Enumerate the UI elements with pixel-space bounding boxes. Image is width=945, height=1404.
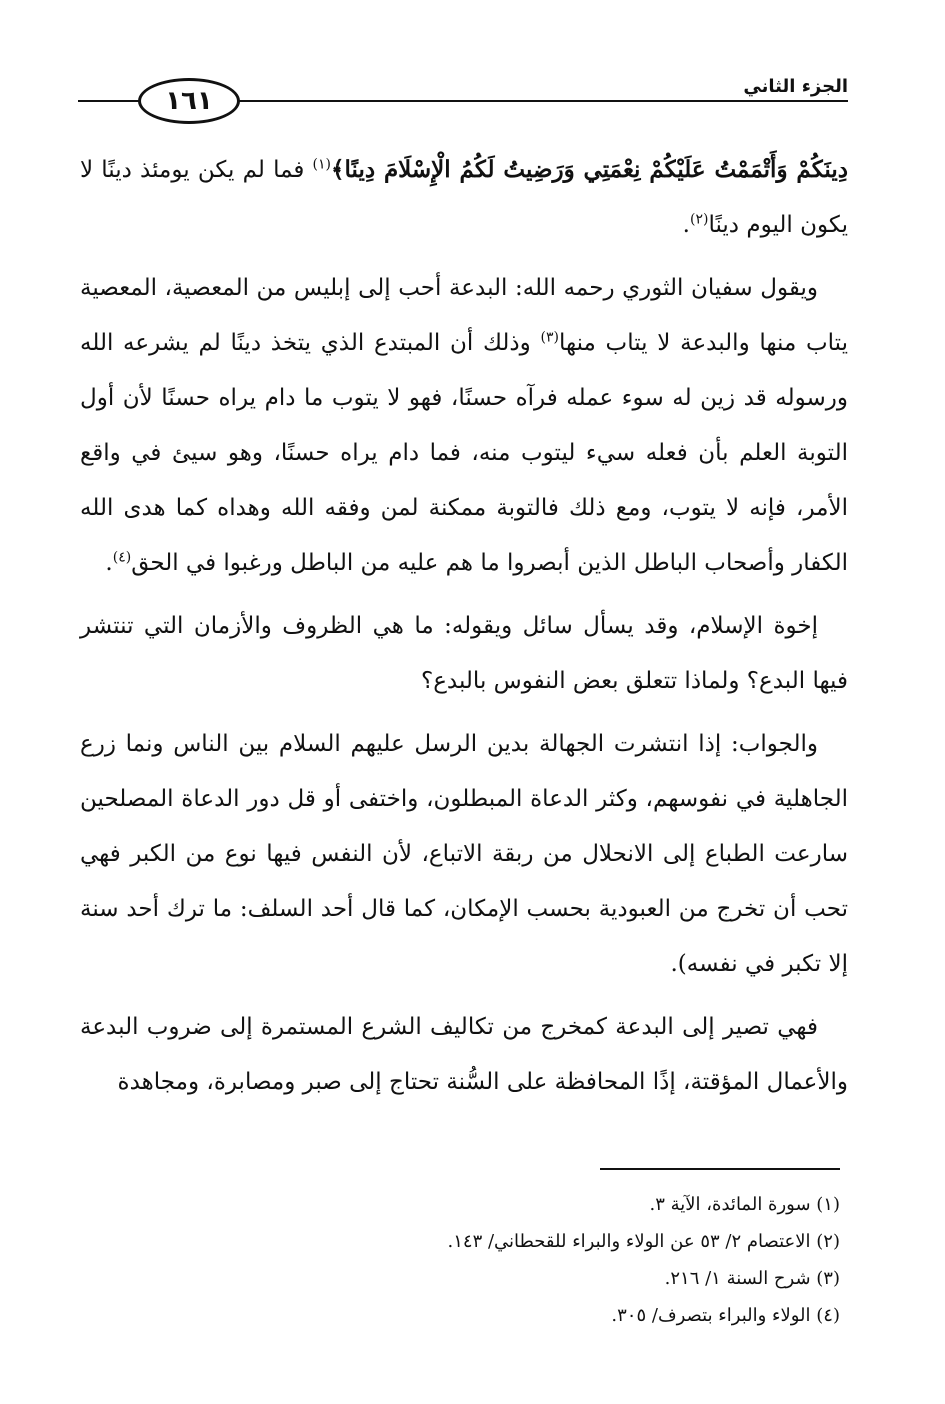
footnote-4: (٤) الولاء والبراء بتصرف/ ٣٠٥. [611,1305,840,1326]
footnote-ref-2: (٢) [689,211,709,228]
quran-verse: دِينَكُمْ وَأَتْمَمْتُ عَلَيْكُمْ نِعْمَتِي وَرَضِيتُ لَكُمُ الْإِسْلَامَ دِينًا﴾ [331,156,848,183]
main-text [80,142,848,1118]
paragraph-text: . [105,550,113,576]
page-header [78,72,848,124]
footnote-separator [600,1168,840,1170]
footnotes [300,1186,840,1334]
page-number: ١٦١ [138,78,240,124]
paragraph-text: فما لم يكن يومئذ دينًا لا يكون اليوم دينًا [80,157,848,238]
footnote-ref-3: (٣) [540,329,559,346]
part-title: الجزء الثاني [735,76,848,97]
paragraph-2 [80,261,848,591]
paragraph-5: فهي تصير إلى البدعة كمخرج من تكاليف الشرع المستمرة إلى ضروب البدعة والأعمال المؤقتة، إذًا المحافظة على السُّنة تحتاج إلى صبر ومصابرة، ومجاهدة [80,1014,848,1095]
paragraph-text: ويقول سفيان الثوري رحمه الله: البدعة أحب إلى إبليس من المعصية، المعصية يتاب منها والبدعة لا يتاب منها [80,275,848,356]
paragraph-4: والجواب: إذا انتشرت الجهالة بدين الرسل عليهم السلام بين الناس ونما زرع الجاهلية في نفوسهم، وكثر الدعاة المبطلون، واختفى أو قل دور الدعاة المصلحين سارعت الطباع إلى الانحلال من ربقة الاتباع، لأن النفس فيها نوع من الكبر فهي تحب أن تخرج من العبودية بحسب الإمكان، كما قال أحد السلف: ما ترك أحد سنة إلا تكبر في نفسه). [80,731,848,977]
footnote-ref-1: (١) [312,156,332,173]
paragraph-1 [80,142,848,253]
footnote-1: (١) سورة المائدة، الآية ٣. [649,1194,840,1215]
paragraph-3: إخوة الإسلام، وقد يسأل سائل ويقوله: ما هي الظروف والأزمان التي تنتشر فيها البدع؟ ولماذا تتعلق بعض النفوس بالبدع؟ [80,613,848,694]
paragraph-text: . [682,212,690,238]
footnote-2: (٢) الاعتصام ٢/ ٥٣ عن الولاء والبراء للقحطاني/ ١٤٣. [447,1231,840,1252]
footnote-3: (٣) شرح السنة ١/ ٢١٦. [664,1268,840,1289]
footnote-ref-4: (٤) [112,549,132,566]
paragraph-text: وذلك أن المبتدع الذي يتخذ دينًا لم يشرعه الله ورسوله قد زين له سوء عمله فرآه حسنًا، فهو لا يتوب ما دام يراه حسنًا لأن أول التوبة العلم بأن فعله سيء ليتوب منه، فما دام يراه حسنًا، وهو سيئ في واقع الأمر، فإنه لا يتوب، ومع ذلك فالتوبة ممكنة لمن وفقه الله وهداه كما هدى الله الكفار وأصحاب الباطل الذين أبصروا ما هم عليه من الباطل ورغبوا في الحق [80,330,848,576]
